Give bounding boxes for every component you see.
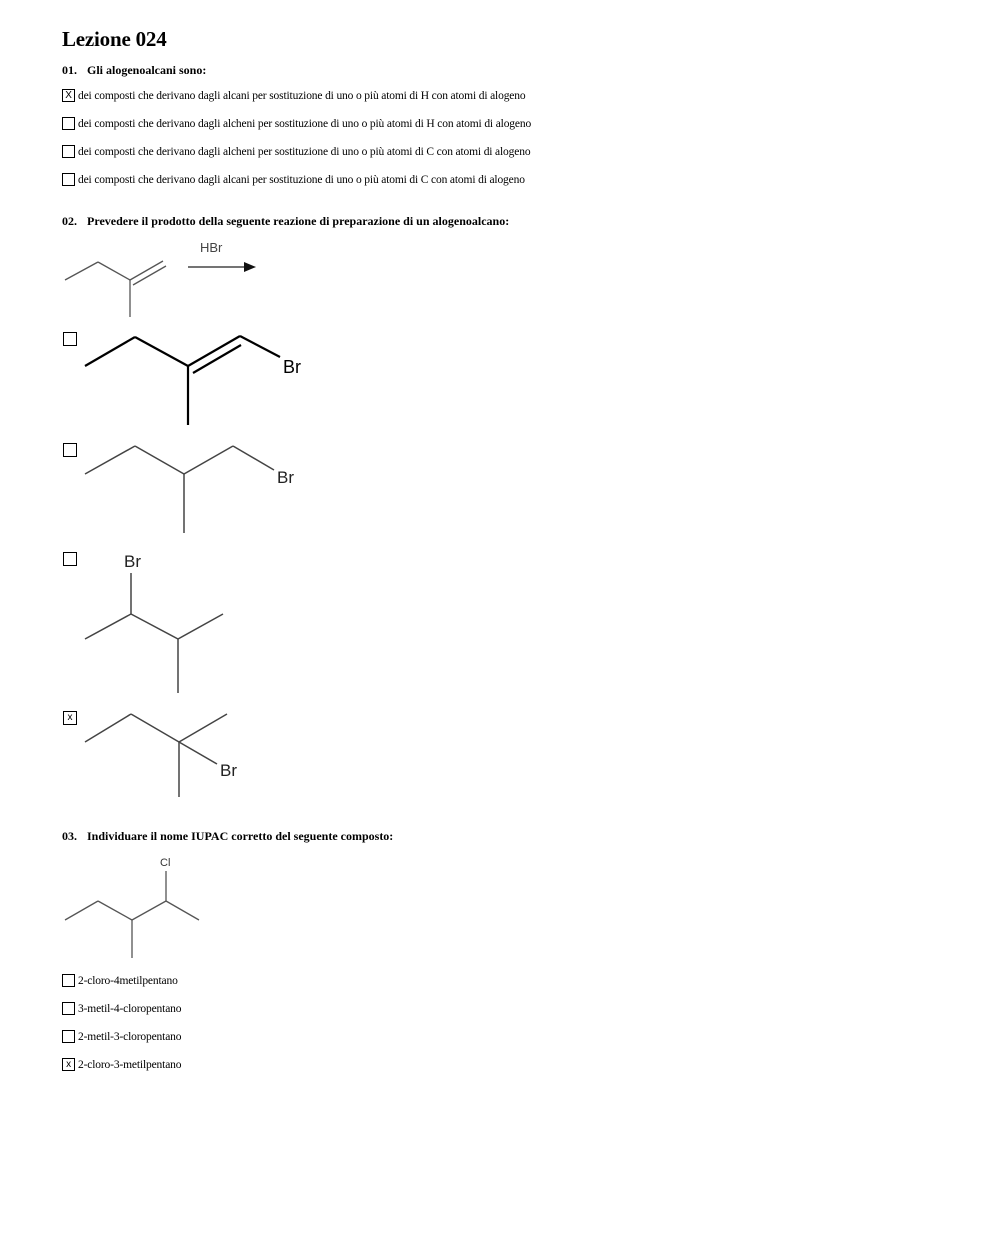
question-text: Gli alogenoalcani sono:: [87, 63, 207, 77]
option-label: 2-cloro-3-metilpentano: [78, 1058, 182, 1071]
q1-option-3[interactable]: [62, 145, 530, 158]
arrow-head: [244, 262, 256, 272]
bromine-label: Br: [277, 468, 294, 487]
question-text: Prevedere il prodotto della seguente reazione di preparazione di un alogenoalcano:: [87, 214, 510, 228]
q2-option-1-checkbox[interactable]: [63, 332, 77, 346]
option-label: 2-metil-3-cloropentano: [78, 1030, 182, 1043]
checkbox[interactable]: [62, 173, 75, 186]
reaction-scheme: [60, 235, 270, 320]
checkbox[interactable]: [62, 145, 75, 158]
bromine-label: Br: [220, 761, 237, 780]
q1-option-2[interactable]: [62, 117, 531, 130]
question-text: Individuare il nome IUPAC corretto del seguente composto:: [87, 829, 394, 843]
question-number: 02.: [62, 214, 77, 228]
q2-option-1-structure: [80, 325, 320, 435]
q2-option-4-structure: [80, 705, 260, 800]
bromine-label: Br: [124, 552, 141, 571]
checkbox[interactable]: [62, 974, 75, 987]
q3-option-4[interactable]: [62, 1058, 181, 1071]
checkbox[interactable]: x: [62, 1058, 75, 1071]
q2-option-2-structure: [80, 438, 320, 538]
checkbox[interactable]: X: [62, 89, 75, 102]
lesson-title: Lezione 024: [62, 27, 167, 51]
q2-option-3-checkbox[interactable]: [63, 552, 77, 566]
q2-option-4-checkbox[interactable]: x: [63, 711, 77, 725]
question-number: 03.: [62, 829, 77, 843]
checkbox[interactable]: [62, 1002, 75, 1015]
q2-option-2-checkbox[interactable]: [63, 443, 77, 457]
option-label: dei composti che derivano dagli alcani per sostituzione di uno o più atomi di H con atomi di alogeno: [78, 89, 526, 102]
option-label: dei composti che derivano dagli alcheni per sostituzione di uno o più atomi di H con atomi di alogeno: [78, 117, 532, 130]
question-number: 01.: [62, 63, 77, 77]
q1-option-4[interactable]: [62, 173, 525, 186]
question-3: [62, 829, 393, 844]
reagent-label: HBr: [200, 240, 223, 255]
q2-option-3-structure: [80, 548, 240, 698]
question-1: [62, 63, 206, 78]
bromine-label: Br: [283, 357, 301, 377]
chlorine-label: Cl: [160, 857, 171, 869]
q3-option-1[interactable]: [62, 974, 178, 987]
option-label: dei composti che derivano dagli alcheni per sostituzione di uno o più atomi di C con atomi di alogeno: [78, 145, 531, 158]
reactant-structure: [65, 261, 166, 317]
question-2: [62, 214, 509, 229]
q3-structure: [60, 853, 210, 963]
q3-option-3[interactable]: [62, 1030, 181, 1043]
checkbox[interactable]: [62, 117, 75, 130]
q3-option-2[interactable]: [62, 1002, 181, 1015]
q1-option-1[interactable]: [62, 89, 525, 102]
option-label: 3-metil-4-cloropentano: [78, 1002, 182, 1015]
option-label: 2-cloro-4metilpentano: [78, 974, 178, 987]
checkbox[interactable]: [62, 1030, 75, 1043]
option-label: dei composti che derivano dagli alcani per sostituzione di uno o più atomi di C con atomi di alogeno: [78, 173, 525, 186]
